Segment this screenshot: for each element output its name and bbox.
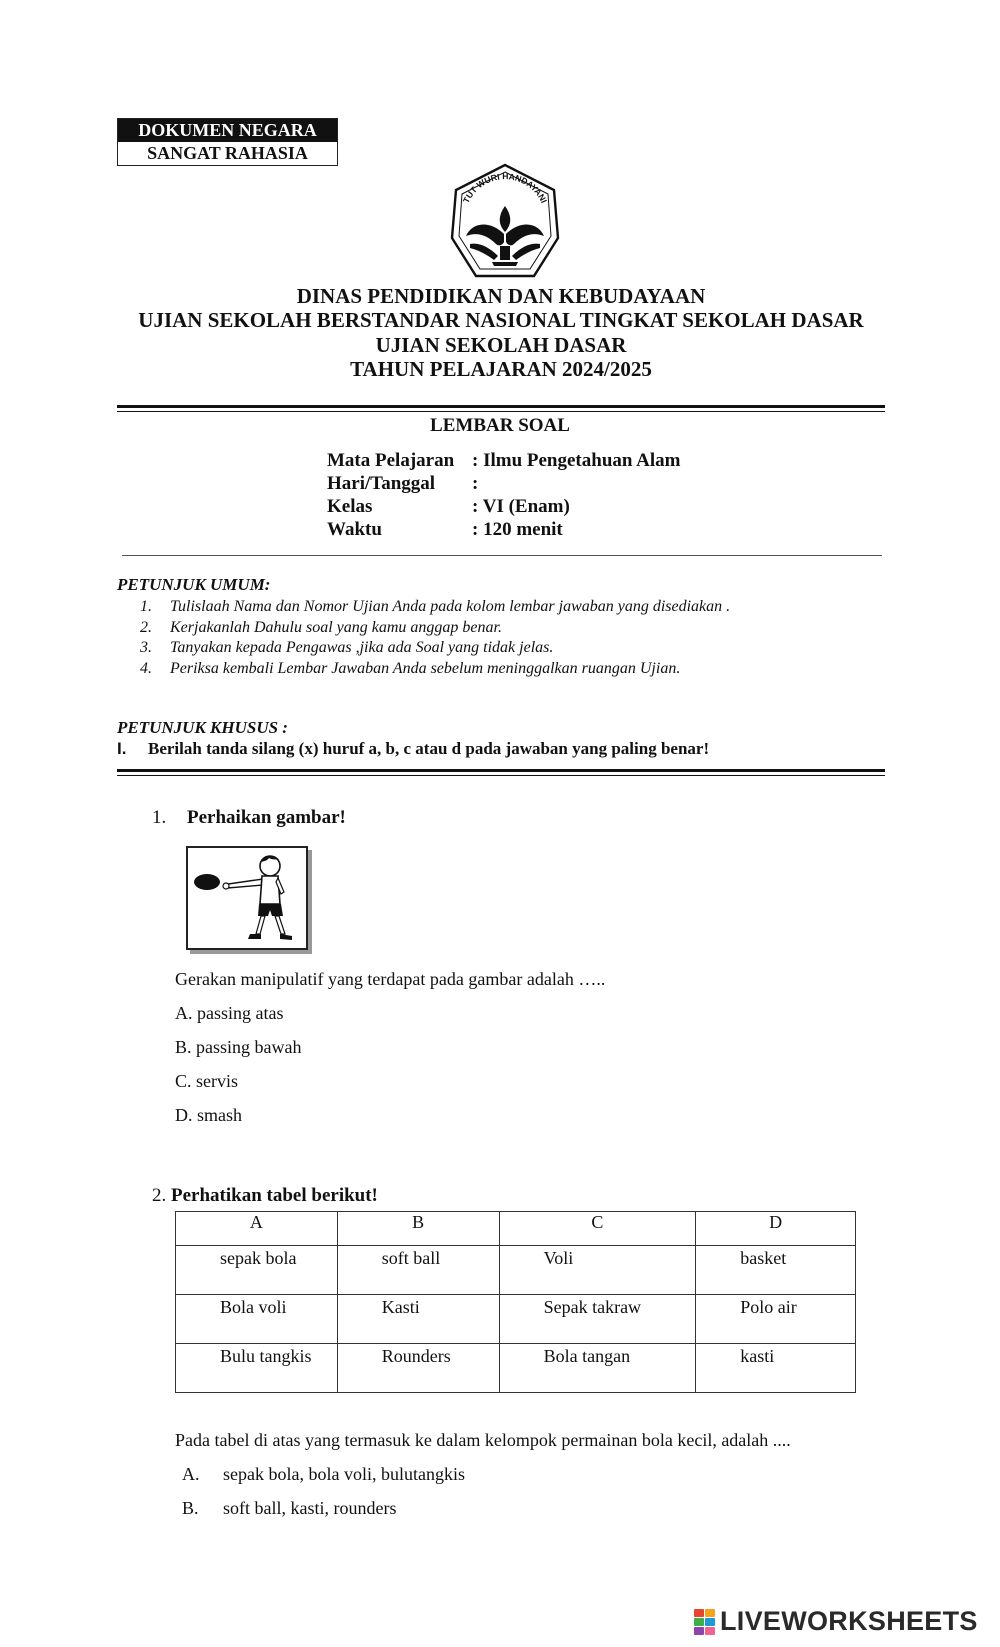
question-1-title: Perhaikan gambar! xyxy=(187,807,346,828)
table-header-row xyxy=(176,1212,856,1246)
table-cell: basket xyxy=(696,1246,856,1295)
question-1-number: 1. xyxy=(152,807,167,828)
table-cell: Bola voli xyxy=(176,1295,338,1344)
sheet-title: LEMBAR SOAL xyxy=(430,415,570,436)
table-cell: Polo air xyxy=(696,1295,856,1344)
table-row xyxy=(176,1295,856,1344)
instruction-item: 4. Periksa kembali Lembar Jawaban Anda sebelum meninggalkan ruangan Ujian. xyxy=(140,659,681,677)
table-header-cell: B xyxy=(337,1212,499,1246)
instruction-item: 3. Tanyakan kepada Pengawas ,jika ada Soal yang tidak jelas. xyxy=(140,639,554,656)
exam-info xyxy=(327,449,681,541)
table-cell: soft ball xyxy=(337,1246,499,1295)
special-instruction: I. Berilah tanda silang (x) huruf a, b, c atau d pada jawaban yang paling benar! xyxy=(117,739,710,758)
general-instructions-title: PETUNJUK UMUM: xyxy=(117,575,271,594)
header-line-2: UJIAN SEKOLAH BERSTANDAR NASIONAL TINGKAT SEKOLAH DASAR xyxy=(138,308,864,332)
question-1-option-c[interactable]: C. servis xyxy=(175,1071,238,1091)
tut-wuri-handayani-logo xyxy=(446,162,564,280)
instructions-rule-thin xyxy=(117,775,885,776)
info-row-class: Kelas : VI (Enam) xyxy=(327,496,570,517)
stamp-line-2: SANGAT RAHASIA xyxy=(147,143,308,163)
table-cell: Voli xyxy=(499,1246,696,1295)
question-2-text: Pada tabel di atas yang termasuk ke dalam kelompok permainan bola kecil, adalah .... xyxy=(175,1430,791,1450)
table-header-cell: C xyxy=(499,1212,696,1246)
header-rule-thick xyxy=(117,405,885,408)
header-rule-thin xyxy=(117,411,885,412)
instruction-item: 2. Kerjakanlah Dahulu soal yang kamu anggap benar. xyxy=(140,618,502,636)
divider xyxy=(122,555,882,556)
throwing-child-illustration xyxy=(188,848,306,948)
info-row-subject: Mata Pelajaran : Ilmu Pengetahuan Alam xyxy=(327,450,681,471)
liveworksheets-logo-icon xyxy=(694,1609,716,1635)
brand-text: LIVEWORKSHEETS xyxy=(720,1606,978,1636)
table-header-cell: D xyxy=(696,1212,856,1246)
question-1-option-a[interactable]: A. passing atas xyxy=(175,1003,284,1023)
question-2-option-b[interactable]: B. soft ball, kasti, rounders xyxy=(182,1498,397,1518)
table-cell: Bola tangan xyxy=(499,1344,696,1393)
stamp-line-1: DOKUMEN NEGARA xyxy=(118,119,337,142)
table-cell: Sepak takraw xyxy=(499,1295,696,1344)
liveworksheets-brand xyxy=(694,1606,978,1637)
question-2-option-a[interactable]: A. sepak bola, bola voli, bulutangkis xyxy=(182,1464,465,1484)
question-1-text: Gerakan manipulatif yang terdapat pada gambar adalah ….. xyxy=(175,969,606,989)
sports-table xyxy=(175,1211,856,1393)
table-row xyxy=(176,1344,856,1393)
classification-stamp xyxy=(117,118,338,166)
question-1-option-d[interactable]: D. smash xyxy=(175,1105,242,1125)
info-row-time: Waktu : 120 menit xyxy=(327,519,563,540)
header-line-4: TAHUN PELAJARAN 2024/2025 xyxy=(350,357,652,381)
info-row-date: Hari/Tanggal : xyxy=(327,473,479,494)
question-2-heading xyxy=(152,1185,378,1207)
table-header-cell: A xyxy=(176,1212,338,1246)
general-instructions-list xyxy=(140,597,730,679)
header-line-3: UJIAN SEKOLAH DASAR xyxy=(375,333,627,357)
header-line-1: DINAS PENDIDIKAN DAN KEBUDAYAAN xyxy=(296,284,706,308)
table-row xyxy=(176,1246,856,1295)
table-cell: sepak bola xyxy=(176,1246,338,1295)
question-2-number: 2. xyxy=(152,1185,167,1206)
question-1-picture xyxy=(186,846,308,950)
table-cell: Kasti xyxy=(337,1295,499,1344)
instructions-rule-thick xyxy=(117,769,885,772)
table-cell: Rounders xyxy=(337,1344,499,1393)
table-cell: Bulu tangkis xyxy=(176,1344,338,1393)
question-1-option-b[interactable]: B. passing bawah xyxy=(175,1037,302,1057)
logo-motto: TUT WURI HANDAYANI xyxy=(460,171,550,205)
table-cell: kasti xyxy=(696,1344,856,1393)
question-2-title: Perhatikan tabel berikut! xyxy=(171,1185,378,1206)
special-instructions-title: PETUNJUK KHUSUS : xyxy=(117,718,288,737)
instruction-item: 1. Tulislaah Nama dan Nomor Ujian Anda pada kolom lembar jawaban yang disediakan . xyxy=(140,598,731,615)
